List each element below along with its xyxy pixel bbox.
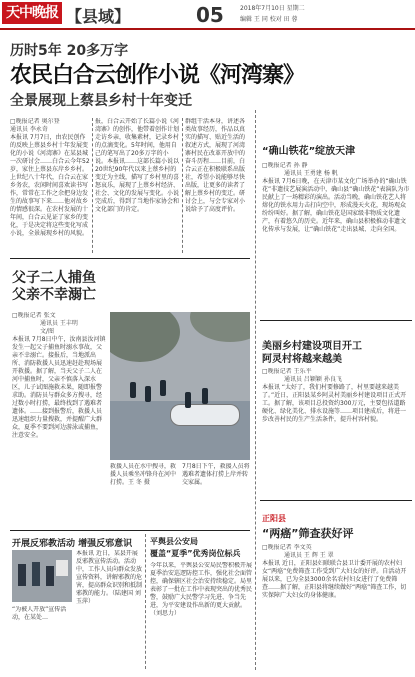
bottom-mid-text: 今年以来，平舆县公安局民警积极开展夏季治安巡逻防控工作，强化社会面管控，确保辖区社会治安持续稳定。局里表彰了一批在工作中表现突出的优秀民警，鼓励广大民警学习先进、争当先进，为平安建设作出新的更大贡献。（刘思力） [150,562,252,617]
column-divider [145,534,146,669]
right-top-text: 本报讯 7月6日晚，在天津市某文化广场举办的“确山铁花”非遗技艺展演活动中，确山县“确山铁花”表演队为市民献上了一场精彩的演出。活动当晚，确山铁花艺人将熔化的铁水用力击打向空中，形成漫天火花，现场观众纷纷叫好。据了解，确山铁花是国家级非物质文化遗产，有着悠久的历史。近年来，确山县积极推动非遗文化传承与发展，让“确山铁花”走出县城、走向全国。 [262,178,410,233]
issue-date: 2018年7月10日 星期二 [240,5,305,12]
column-divider [92,118,93,253]
person-figure [46,566,54,586]
lead-headline: 农民白合云创作小说《河湾寨》 [10,63,305,88]
person-figure [18,564,26,586]
banner-shape [56,560,68,576]
bottom-left-headline: 开展反邪教活动 增强反邪意识 [12,539,133,549]
tree-shape [110,312,180,362]
lead-column-3 [185,118,250,253]
column-divider [182,118,183,253]
lead-byline-1: □晚报记者 奥尔登 [10,118,60,125]
right-mid-byline-1: □晚报记者 王乐平 [262,368,312,375]
lead-byline-2: 通讯员 李永奇 [10,126,48,133]
newspaper-logo: 天中晚报 [2,2,62,24]
right-bottom-text: 本报讯 近日，正阳县妇联联合县卫计委开展的农村妇女“两癌”免费筛查工作受到广大妇女的好评。自活动开展以来，已为全县3000余名农村妇女进行了免费筛查……据了解，正阳县将继续做好“两癌”筛查工作，切实保障广大妇女的身体健康。 [262,560,407,599]
right-bottom-county: 正阳县 [262,514,286,523]
lead-text-2: 报，白合云开始了长篇小说《河湾寨》的创作，他带着创作计划走访乡亲，收集素材，记录乡村的点滴变化。5年时间，他用自己的笔写出了20多万字的小说。本报讯……这部长篇小说以20世纪90年代以来上蔡乡村的变迁为主线，描写了乡村里的喜怒哀乐，展现了上蔡乡村经济、社会、文化的发展与变化。小说完成后，得到了当地作家协会和文化部门的肯定。 [95,118,180,213]
bottom-mid-headline-1: 平舆县公安局 [150,537,198,546]
right-top-headline: “确山铁花”绽放天津 [262,146,356,157]
anti-cult-photo [12,550,72,602]
right-bottom-story [262,544,410,670]
bottom-left-text: 本报讯 近日，某县开展反邪教宣传活动。活动中，工作人员向群众发放宣传资料，讲解邪教的危害，提高群众识别和抵制邪教的能力。（陆建国 刘玉萍） [76,550,142,605]
newspaper-header [0,0,415,30]
rescue-photo [110,312,250,460]
right-bottom-byline-1: □晚报记者 李文英 [262,544,312,551]
right-top-byline-2: 通讯员 王勇建 杨 帆 [284,170,338,177]
photo-caption-2: 7月8日下午，救援人员将遇难者遗体打捞上岸并转交家属。 [182,463,250,486]
section-rule [10,258,250,259]
rescuer-figure [160,380,166,396]
right-top-story [262,162,410,312]
right-mid-story [262,368,410,486]
section-rule [260,320,412,321]
lead-column-2 [95,118,180,253]
lead-column-1 [10,118,90,253]
lead-text-1: 本报讯 7月7日，由农民创作的反映上蔡县乡村十年发展变化的小说《河湾寨》在某县城一次研讨会……白合云今年52岁，家住上蔡县东岸乡乡村。上世纪八十年代，白合云在家乡务农，农闲时间喜欢读书写作，常常在工作之余把身边发生的故事写下来……他对故乡的情感很深。在农村发展的十年间，白合云见证了家乡的变化，于是决定将这些变化写成小说，全景展现乡村的风貌。 [10,134,90,237]
rescuer-figure [185,392,191,408]
lead-text-3: 群组干活本身，讲述各类故事经历，作品以真实的描写、贴近生活的叙述方式，展现了河湾寨村民在改革开放中的奋斗历程……目前，白合云正在积极联系出版社，希望小说能够尽快出版，让更多的读者了解上蔡乡村的变迁。研讨会上，与会专家对小说给予了高度评价。 [185,118,246,213]
photo-caption-1: 救援人员在水中搜寻，救援人员乘坐冲锋舟在河中打捞。王 冬 摄 [110,463,177,486]
story2-byline-1: □晚报记者 张文 [12,312,56,319]
section-rule [260,500,412,501]
rescuer-figure [202,388,208,404]
rescue-boat [170,404,240,426]
story2-column-1 [12,312,107,527]
right-bottom-byline-2: 通讯员 王 辉 王 翠 [284,552,334,559]
lead-kicker: 历时5年 20多万字 [10,43,129,59]
rescuer-figure [145,386,151,402]
right-bottom-headline: “两癌”筛查获好评 [262,527,354,540]
rescuer-figure [130,382,136,398]
person-figure [32,562,40,586]
story2-headline: 父子二人捕鱼 父亲不幸溺亡 [12,270,96,303]
bottom-mid-headline-2: 覆盖“夏季”优秀岗位标兵 [150,549,241,558]
lead-subhead: 全景展现上蔡县乡村十年变迁 [10,93,192,109]
right-mid-text: 本报讯 “太好了，我们村要修路了，村里要越来越美了。”近日，正阳县某乡阿灵村美丽乡村建设项目正式开工。据了解，该项目总投资约300万元，主要包括道路硬化、绿化美化、排水设施等……项目建成后，将进一步改善村民的生产生活条件，提升村容村貌。 [262,384,407,423]
story2-byline-2: 通讯员 王丰明 [40,320,78,327]
editor-line: 编辑 王 同 校对 田 蓉 [240,16,298,23]
bottom-mid-story [150,562,252,668]
right-mid-byline-2: 通讯员 吕颖颖 孙良飞 [284,376,342,383]
page-number: 05 [196,3,224,27]
bottom-left-story [76,550,142,668]
section-label: 【县域】 [66,7,131,26]
main-right-divider [255,110,256,670]
story2-byline-3: 文/图 [40,328,55,335]
right-mid-headline: 美丽乡村建设项目开工 阿灵村将越来越美 [262,341,362,365]
section-rule [10,530,250,531]
tree-shape [190,312,250,342]
bottom-left-caption: “为被人开放”宣传活动，在某处… [12,606,67,621]
right-top-byline-1: □晚报记者 孙 静 [262,162,308,169]
story2-text: 本报讯 7月8日中午，汝南县汝河镇发生一起父子捕鱼时溺水事故，父亲不幸溺亡。接报后，当地派出所、消防救援人员迅速赶赴现场展开救援。据了解，当天父子二人在河中捕鱼时，父亲不慎落入深水区，儿子试图施救未果，随即报警求助。消防员与群众多方搜寻，经过数小时打捞，最终找到了遇难者遗体。……接到报警后，救援人员迅速组织力量搜救，并提醒广大群众，夏季不要到河边游泳或捕鱼，注意安全。 [12,336,106,439]
